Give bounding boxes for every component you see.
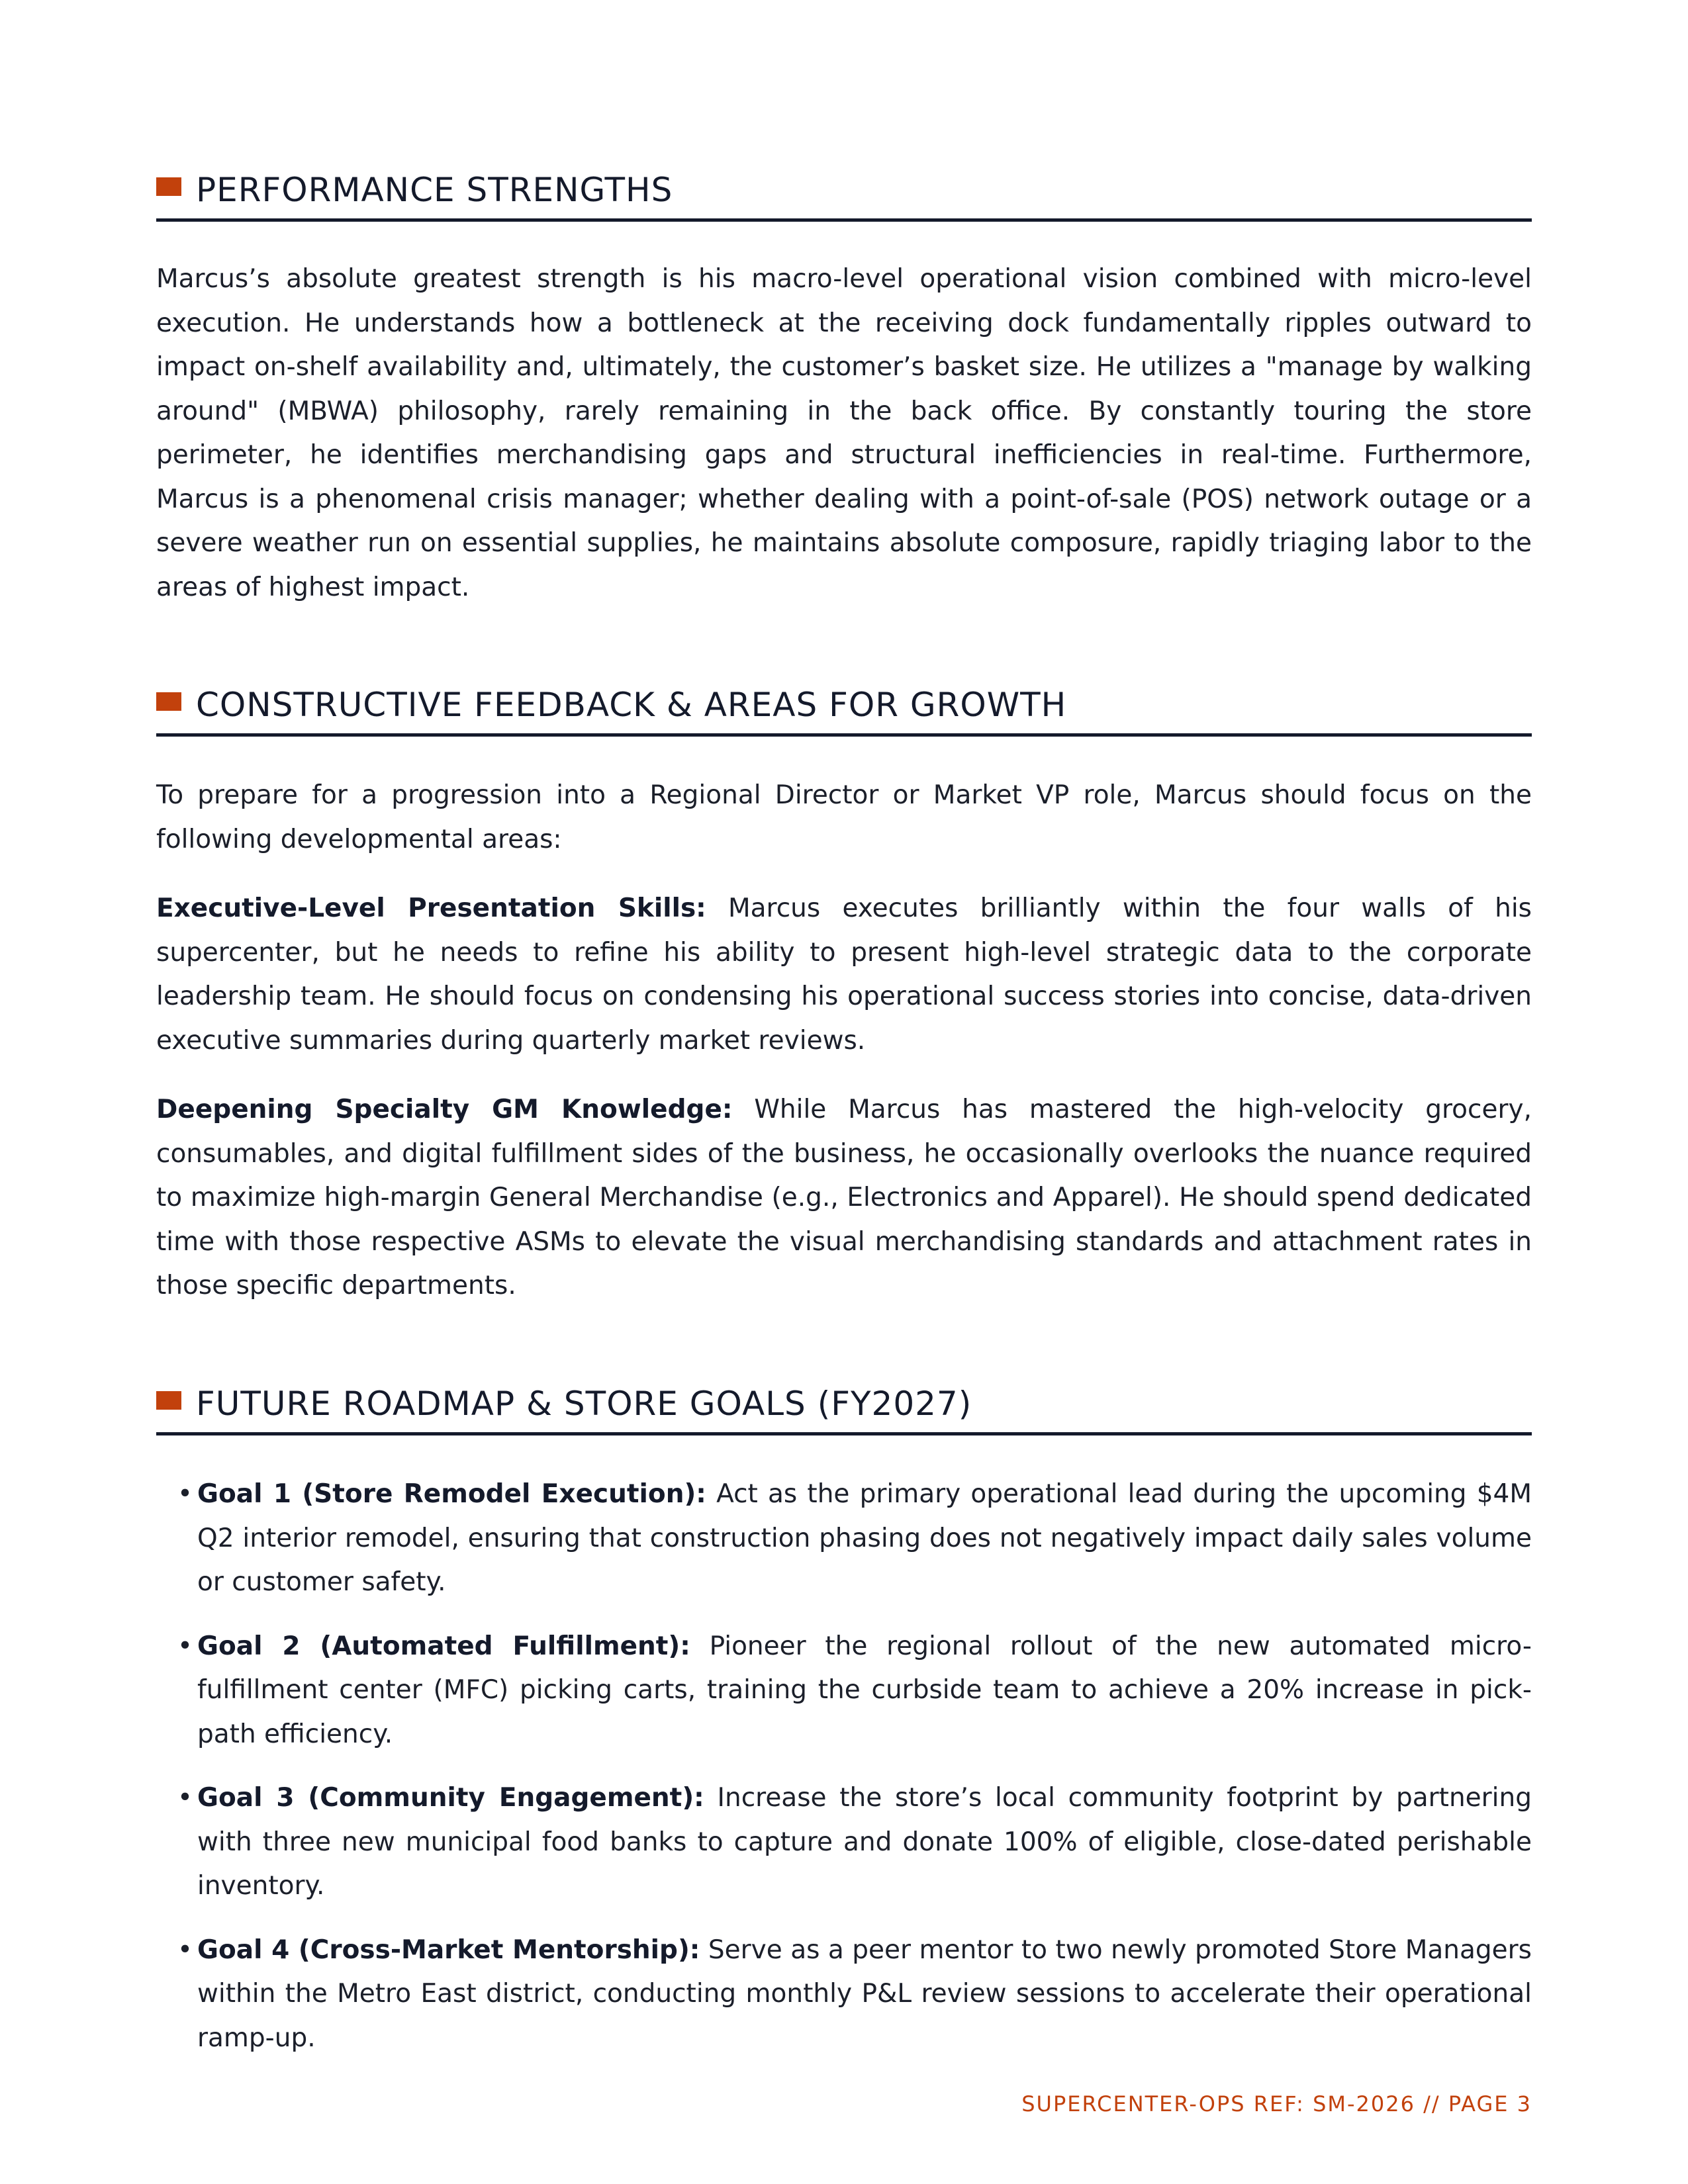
paragraph-text: While Marcus has mastered the high-velocity grocery, consumables, and digital fulfillment sides of the business, he occasionally overlooks the nuance required to maximize high-margin General Merchandise (e.g., Electronics and Apparel). He should spend dedicated time with those respective ASMs to elevate the visual merchandising standards and attachment rates in those specific departments. <box>156 1095 1532 1300</box>
paragraph-text: Marcus executes brilliantly within the four walls of his supercenter, but he needs to refine his ability to present high-level strategic data to the corporate leadership team. He should focus on condensing his operational success stories into concise, data-driven executive summaries during quarterly market reviews. <box>156 893 1532 1056</box>
goal-text: Increase the store’s local community footprint by partnering with three new municipal food banks to capture and donate 100% of eligible, close-dated perishable inventory. <box>197 1783 1532 1901</box>
goal-text: Pioneer the regional rollout of the new automated micro-fulfillment center (MFC) picking carts, training the curbside team to achieve a 20% increase in pick-path efficiency. <box>197 1631 1532 1749</box>
section-header <box>156 678 1532 737</box>
feedback-intro-paragraph <box>156 774 1532 862</box>
strengths-paragraph <box>156 257 1532 610</box>
section-performance-strengths <box>156 163 1532 610</box>
goal-list-item <box>156 1473 1532 1605</box>
section-title: CONSTRUCTIVE FEEDBACK & AREAS FOR GROWTH <box>196 686 1067 724</box>
section-marker-square <box>156 1391 181 1410</box>
document-page <box>156 0 1532 2184</box>
goal-list-item <box>156 1625 1532 1757</box>
goal-lead: Goal 1 (Store Remodel Execution): <box>197 1479 706 1509</box>
bullet-dot-icon: • <box>177 1479 193 1509</box>
section-constructive-feedback <box>156 678 1532 1308</box>
goal-text: Act as the primary operational lead during the upcoming $4M Q2 interior remodel, ensuring that construction phasing does not negatively impact daily sales volume or customer safety. <box>197 1479 1532 1597</box>
bullet-dot-icon: • <box>177 1631 193 1661</box>
paragraph-lead: Deepening Specialty GM Knowledge: <box>156 1095 733 1124</box>
paragraph-text: Marcus’s absolute greatest strength is his macro-level operational vision combined with micro-level execution. He understands how a bottleneck at the receiving dock fundamentally ripples outward to impact on-shelf availability and, ultimately, the customer’s basket size. He utilizes a "manage by walking around" (MBWA) philosophy, rarely remaining in the back office. By constantly touring the store perimeter, he identifies merchandising gaps and structural inefficiencies in real-time. Furthermore, Marcus is a phenomenal crisis manager; whether dealing with a point-of-sale (POS) network outage or a severe weather run on essential supplies, he maintains absolute composure, rapidly triaging labor to the areas of highest impact. <box>156 264 1532 602</box>
section-future-roadmap <box>156 1377 1532 2060</box>
paragraph-text: To prepare for a progression into a Regional Director or Market VP role, Marcus should focus on the following developmental areas: <box>156 780 1532 854</box>
bullet-dot-icon: • <box>177 1783 193 1813</box>
goal-list-item <box>156 1929 1532 2061</box>
page-footer-reference: SUPERCENTER-OPS REF: SM-2026 // PAGE 3 <box>1021 2091 1532 2116</box>
section-header <box>156 163 1532 222</box>
paragraph-lead: Executive-Level Presentation Skills: <box>156 893 706 923</box>
feedback-presentation-skills-paragraph <box>156 887 1532 1063</box>
goal-lead: Goal 3 (Community Engagement): <box>197 1783 704 1813</box>
bullet-dot-icon: • <box>177 1934 193 1965</box>
section-marker-square <box>156 692 181 711</box>
goal-lead: Goal 2 (Automated Fulfillment): <box>197 1631 690 1661</box>
section-title: FUTURE ROADMAP & STORE GOALS (FY2027) <box>196 1385 972 1423</box>
section-marker-square <box>156 177 181 196</box>
section-title: PERFORMANCE STRENGTHS <box>196 171 673 209</box>
goal-list-item <box>156 1776 1532 1909</box>
feedback-gm-knowledge-paragraph <box>156 1088 1532 1308</box>
goal-text: Serve as a peer mentor to two newly promoted Store Managers within the Metro East district, conducting monthly P&L review sessions to accelerate their operational ramp-up. <box>197 1934 1532 2053</box>
goal-lead: Goal 4 (Cross-Market Mentorship): <box>197 1934 700 1965</box>
section-header <box>156 1377 1532 1435</box>
